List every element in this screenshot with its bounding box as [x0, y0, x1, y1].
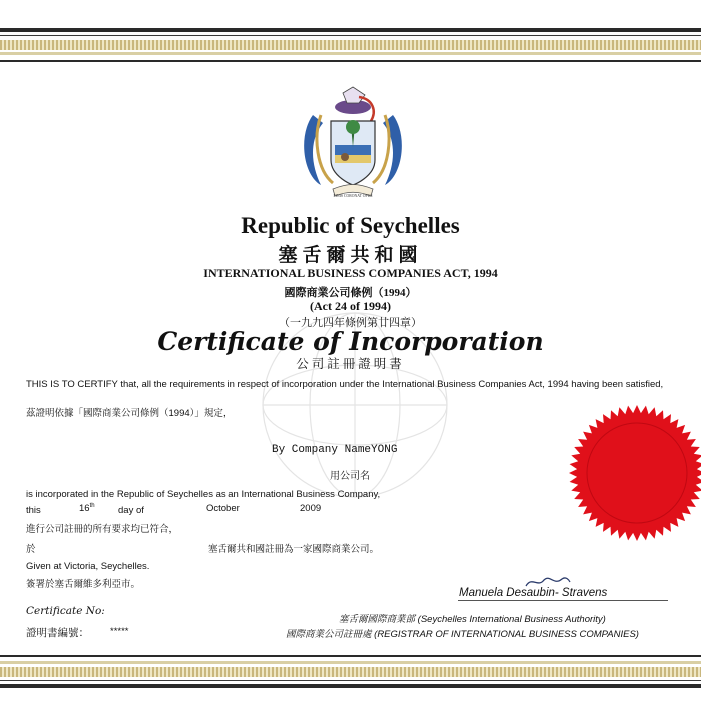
bottom-border-gold	[0, 667, 701, 677]
authority-line: 塞舌爾國際商業部 (Seychelles International Business Authority)	[339, 614, 606, 625]
cert-no-label-cn: 證明書編號：	[26, 627, 89, 639]
given-at-cn: 簽署於塞舌爾維多利亞市。	[26, 579, 141, 590]
bottom-border-dark	[0, 684, 701, 688]
company-label-cn: 用公司名	[330, 471, 370, 482]
bottom-border-cream	[0, 661, 701, 664]
red-seal-icon	[568, 404, 701, 542]
given-at: Given at Victoria, Seychelles.	[26, 561, 150, 572]
top-border-thin	[0, 35, 701, 36]
day-of-label: day of	[118, 505, 144, 516]
registered-cn: 塞舌爾共和國註冊為一家國際商業公司。	[208, 544, 380, 555]
coat-of-arms-icon	[293, 85, 413, 210]
country-title-cn: 塞舌爾共和國	[278, 245, 423, 266]
company-name: By Company NameYONG	[272, 444, 398, 456]
certificate-title: Certificate of Incorporation	[157, 327, 544, 356]
month-value: October	[206, 503, 240, 514]
certify-text-cn: 茲證明依據「國際商業公司條例（1994）」規定，	[26, 408, 233, 419]
act-title: INTERNATIONAL BUSINESS COMPANIES ACT, 1994	[203, 266, 498, 280]
top-border-dark	[0, 28, 701, 32]
top-border-inner	[0, 60, 701, 62]
signatory-name: Manuela Desaubin- Stravens	[459, 587, 608, 599]
bottom-border-thin	[0, 680, 701, 681]
incorporated-text: is incorporated in the Republic of Seychelles as an International Business Company,	[26, 489, 381, 500]
top-border-cream	[0, 52, 701, 55]
country-title: Republic of Seychelles	[241, 213, 460, 238]
cert-no-label: Certificate No:	[26, 605, 105, 617]
bottom-border-inner	[0, 655, 701, 657]
yu-cn: 於	[26, 544, 36, 555]
cert-no-value: *****	[110, 626, 129, 637]
crest-motto: FINIS CORONAT OPUS	[333, 194, 373, 198]
day-value: 16th	[79, 503, 95, 515]
act-title-cn: 國際商業公司條例（1994）	[284, 287, 417, 299]
top-border-gold	[0, 40, 701, 50]
this-label: this	[26, 505, 41, 516]
act-number: (Act 24 of 1994)	[310, 299, 391, 313]
act-number-cn: （一九九四年條例第廿四章）	[279, 317, 422, 329]
year-value: 2009	[300, 503, 322, 514]
certify-text: THIS IS TO CERTIFY that, all the requirements in respect of incorporation under the International Business Companies Act, 1994 having been satisfied,	[26, 379, 664, 390]
certificate-title-cn: 公司註冊證明書	[296, 357, 405, 371]
date-text-cn: 進行公司註冊的所有要求均已符合，	[26, 524, 179, 535]
registrar-line: 國際商業公司註冊處 (REGISTRAR OF INTERNATIONAL BUSINESS COMPANIES)	[286, 629, 639, 640]
signature-line	[458, 600, 668, 601]
